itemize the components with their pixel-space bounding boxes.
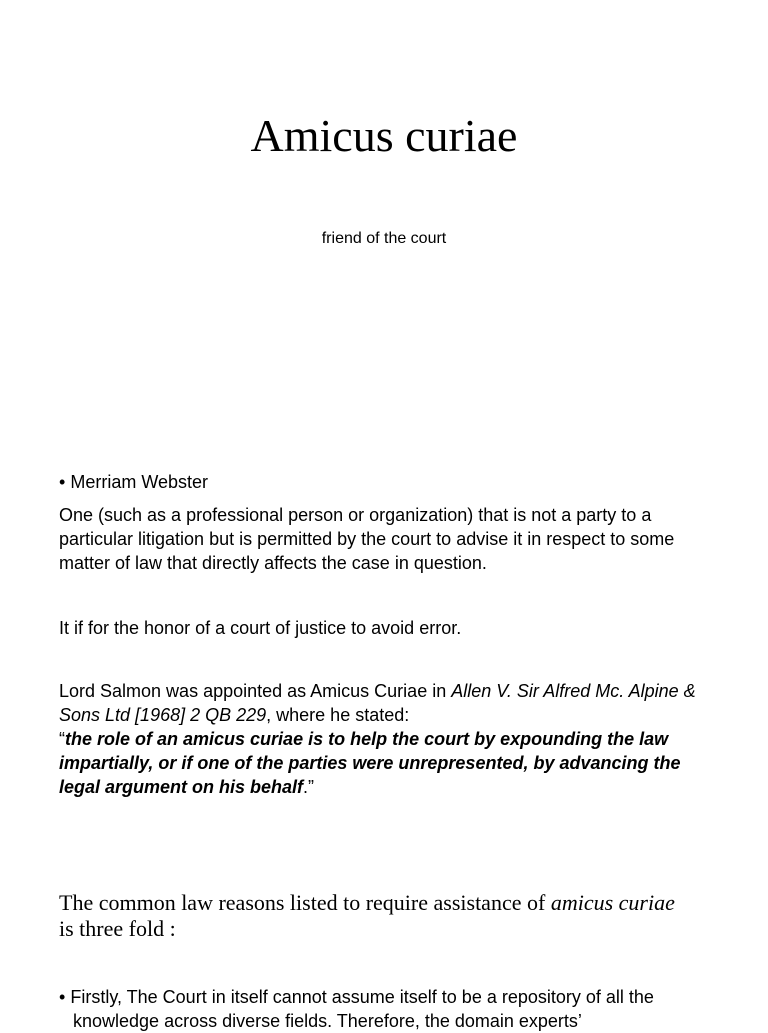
definition-paragraph: One (such as a professional person or organization) that is not a party to a particular litigation but is permitted by the court to advise it in respect to some matter of law that directly affects the case in question.	[59, 505, 675, 573]
quote-open: “	[59, 729, 65, 749]
quote-body: the role of an amicus curiae is to help the court by expounding the law impartially, or if one of the parties were unrepresented, by advancing the legal argument on his behalf	[59, 729, 681, 797]
salmon-intro: Lord Salmon was appointed as Amicus Curiae in	[59, 681, 452, 701]
bullet-marker: •	[59, 472, 66, 492]
slide-title: Amicus curiae	[250, 110, 518, 161]
salmon-stated: , where he stated:	[266, 705, 410, 725]
bullet-firstly	[59, 985, 733, 1033]
title-slide	[0, 0, 768, 430]
lord-salmon-paragraph	[59, 679, 719, 799]
case-citation: Allen V. Sir Alfred Mc. Alpine & Sons Ltd [1968] 2 QB 229	[59, 681, 696, 725]
definition-slide	[0, 430, 768, 830]
quote-close: .”	[303, 777, 315, 797]
bullet-merriam-webster	[59, 470, 208, 494]
reasons-intro: The common law reasons listed to require assistance of	[59, 890, 551, 915]
bullet-text: Firstly, The Court in itself cannot assume itself to be a repository of all the knowledge across diverse fields. Therefore, the domain experts’	[70, 987, 654, 1031]
bullet-text: Merriam Webster	[70, 472, 209, 492]
bullet-marker: •	[59, 987, 66, 1007]
honor-paragraph: It if for the honor of a court of justice to avoid error.	[59, 618, 462, 638]
reasons-slide	[0, 830, 768, 1031]
reasons-paragraph	[59, 890, 679, 942]
reasons-term: amicus curiae	[550, 890, 675, 915]
reasons-tail: is three fold :	[59, 916, 176, 941]
slide-subtitle: friend of the court	[321, 230, 447, 247]
